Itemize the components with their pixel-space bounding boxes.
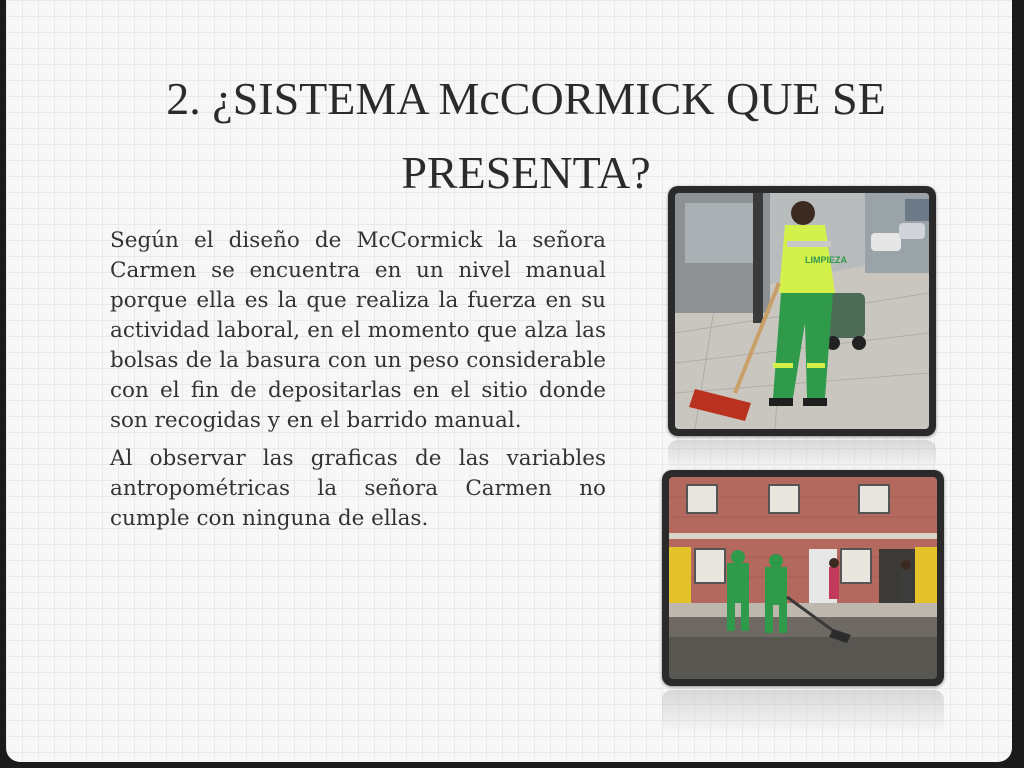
slide <box>6 0 1012 762</box>
photo-street-sweeper <box>668 186 936 436</box>
cleaning-crew-image <box>669 477 937 679</box>
slide-title: 2. ¿SISTEMA McCORMICK QUE SE PRESENTA? <box>166 73 886 198</box>
paragraph-anthropometric: Al observar las graficas de las variables antropométricas la señora Carmen no cumple con ninguna de ellas. <box>110 446 606 531</box>
photo-reflection <box>662 690 944 734</box>
photo-cleaning-crew <box>662 470 944 686</box>
street-sweeper-image <box>675 193 929 429</box>
photo-reflection <box>668 440 936 470</box>
vest-label: LIMPIEZA <box>805 255 847 265</box>
body-text <box>110 226 606 542</box>
paragraph-mccormick-level: Según el diseño de McCormick la señora Carmen se encuentra en un nivel manual porque ella es la que realiza la fuerza en su actividad laboral, en el momento que alza las bolsas de la basura con un peso considerable con el fin de depositarlas en el sitio donde son recogidas y en el barrido manual. <box>110 228 606 433</box>
